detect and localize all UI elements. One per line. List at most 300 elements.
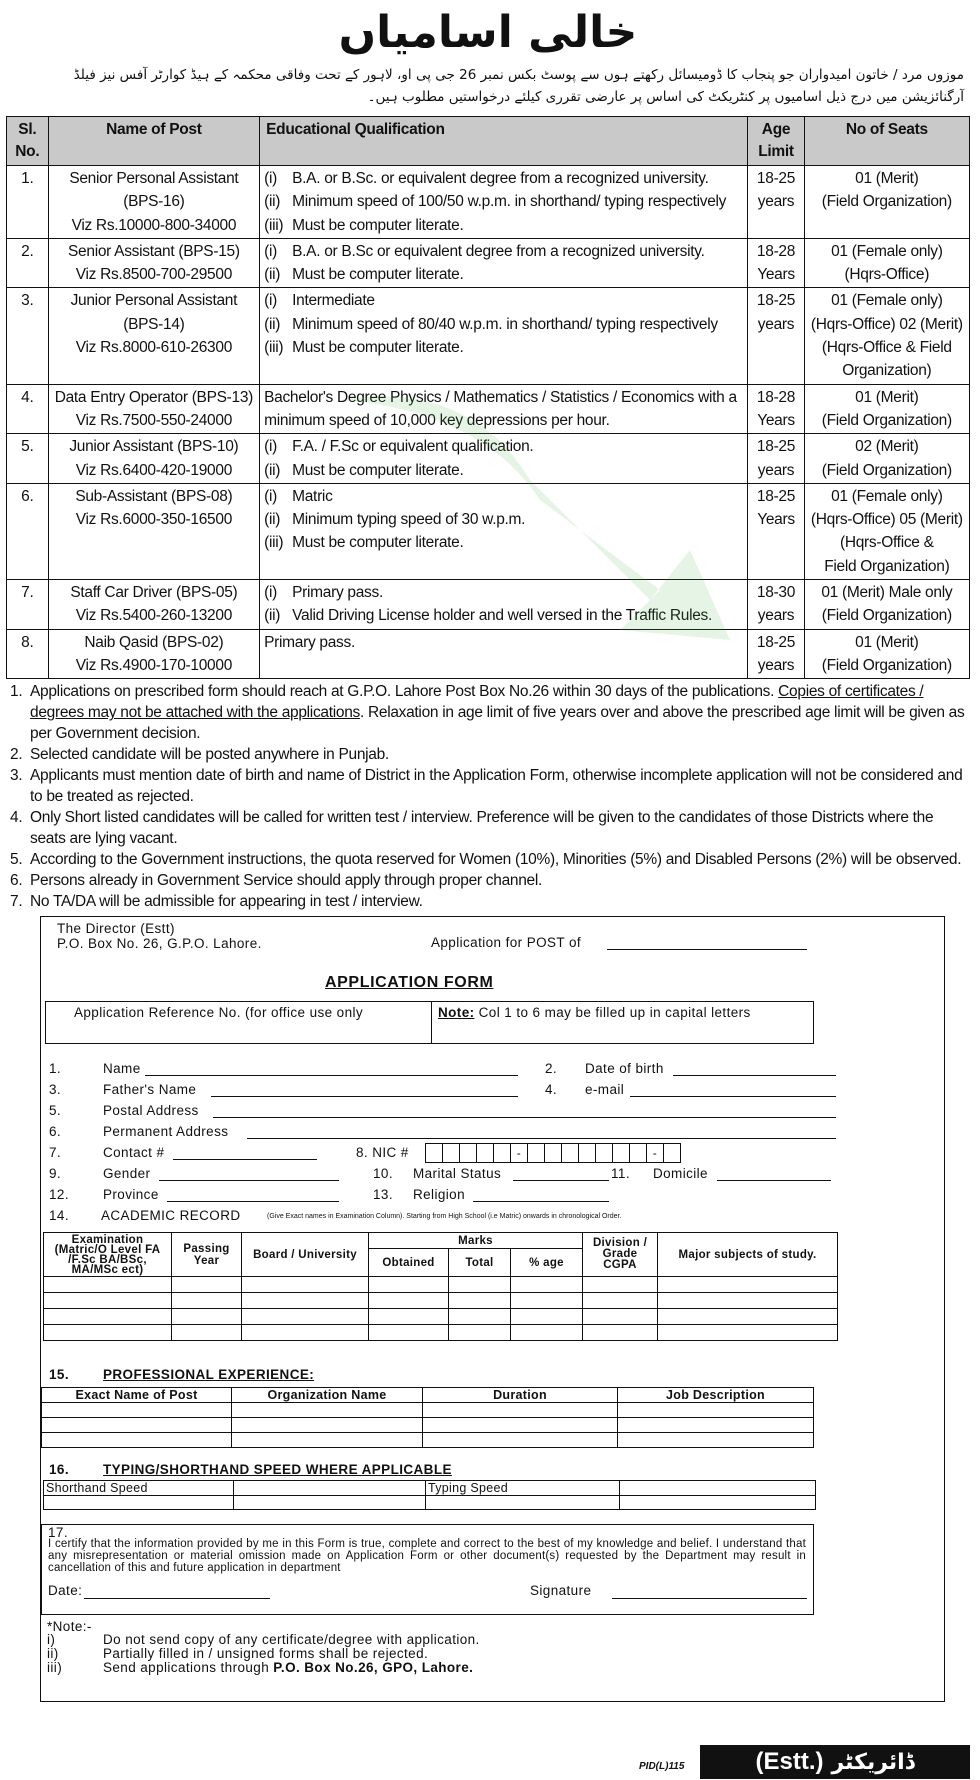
- typing-table: [43, 1480, 816, 1510]
- job-qualification: [260, 384, 748, 434]
- qualification-line: [264, 485, 743, 508]
- field-num: 13.: [373, 1187, 393, 1203]
- qualification-line: [264, 435, 743, 458]
- post-line: Data Entry Operator (BPS-13): [54, 388, 254, 406]
- post-label: Application for POST of: [431, 935, 582, 951]
- father-name-input[interactable]: [211, 1096, 518, 1097]
- note-text-part: Persons already in Government Service should apply through proper channel.: [30, 872, 542, 890]
- seats-line: 02 (Merit): [855, 438, 919, 456]
- job-qualification: [260, 166, 748, 239]
- bottom-note-text: Partially filled in / unsigned forms shall be rejected.: [103, 1646, 429, 1662]
- field-num: 15.: [49, 1367, 69, 1383]
- job-seats: [804, 580, 969, 630]
- religion-label: Religion: [413, 1187, 465, 1203]
- seats-line: 01 (Merit) Male only: [821, 584, 953, 602]
- seats-line: (Hqrs-Office) 02 (Merit): [810, 315, 963, 333]
- qualification-num: (ii): [264, 607, 281, 625]
- job-qualification: [260, 483, 748, 579]
- header-age: Age Limit: [748, 117, 804, 166]
- job-age: [748, 580, 804, 630]
- exp-description-header: Job Description: [618, 1388, 814, 1403]
- qualification-line: [264, 313, 743, 336]
- job-row: [7, 580, 970, 630]
- qualification-text: Minimum typing speed of 30 w.p.m.: [292, 511, 526, 529]
- director-stamp: [700, 1745, 970, 1779]
- job-sl: 5.: [7, 434, 49, 484]
- seats-line: (Field Organization): [821, 461, 952, 479]
- seats-line: (Hqrs-Office): [844, 266, 930, 284]
- job-post: [48, 166, 260, 239]
- seats-line: 01 (Merit): [855, 388, 919, 406]
- age-line: 18-25: [756, 487, 796, 505]
- exp-duration-header: Duration: [423, 1388, 618, 1403]
- job-row: [7, 166, 970, 239]
- field-num: 10.: [373, 1166, 393, 1182]
- field-num: 17.: [48, 1525, 68, 1541]
- age-line: 18-25: [756, 292, 796, 310]
- post-line: Junior Assistant (BPS-10): [69, 438, 239, 456]
- note-text: Col 1 to 6 may be filled up in capital letters: [474, 1005, 751, 1021]
- note-underlined: Copies of certificates / degrees may not be attached with the applications: [30, 683, 924, 722]
- postal-address-input[interactable]: [213, 1117, 836, 1118]
- urdu-title: خالی اسامیاں: [338, 7, 638, 58]
- academic-table: [43, 1232, 838, 1341]
- age-line: years: [757, 193, 795, 211]
- jobs-table: [6, 116, 970, 679]
- address-line: The Director (Estt): [57, 921, 175, 937]
- contact-label: Contact #: [103, 1145, 165, 1161]
- seats-line: Organization): [842, 362, 932, 380]
- post-line: Senior Personal Assistant: [69, 170, 239, 187]
- job-seats: [804, 483, 969, 579]
- seats-line: 01 (Female only): [831, 487, 943, 505]
- qualification-text: Must be computer literate.: [292, 461, 464, 479]
- qualification-line: [264, 214, 743, 237]
- note-text-part: Only Short listed candidates will be called for written test / interview. Preference will be given to the candidates of those Districts where the seats are lying vacant.: [30, 809, 934, 848]
- note-item: [6, 681, 970, 744]
- qualification-num: (ii): [264, 511, 281, 529]
- qualification-line: [264, 508, 743, 531]
- qualification-num: (iii): [264, 534, 284, 552]
- postal-address-label: Postal Address: [103, 1103, 199, 1119]
- pid-code: PID(L)115: [639, 1761, 685, 1772]
- job-qualification: [260, 238, 748, 288]
- capital-note-box: [431, 1001, 814, 1044]
- post-line: Naib Qasid (BPS-02): [84, 633, 224, 651]
- post-line: Viz Rs.8000-610-26300: [75, 339, 233, 357]
- qualification-num: (ii): [264, 266, 281, 284]
- field-num: 11.: [611, 1166, 630, 1182]
- seats-line: (Hqrs-Office &: [839, 534, 934, 552]
- academic-row[interactable]: [44, 1309, 838, 1325]
- qualification-line: [264, 531, 743, 554]
- post-line: Viz Rs.10000-800-34000: [71, 216, 237, 234]
- post-input[interactable]: [607, 949, 807, 950]
- ref-box[interactable]: [45, 1001, 432, 1044]
- seats-line: 01 (Merit): [855, 633, 919, 651]
- note-item: [6, 891, 970, 912]
- note-num: 5.: [10, 851, 23, 869]
- qualification-line: [264, 336, 743, 359]
- qualification-line: [264, 167, 743, 190]
- job-qualification: [260, 580, 748, 630]
- age-line: Years: [757, 511, 795, 529]
- seats-line: (Field Organization): [821, 411, 952, 429]
- gender-label: Gender: [103, 1166, 151, 1182]
- job-sl: 4.: [7, 384, 49, 434]
- age-line: Years: [757, 266, 795, 284]
- qualification-num: (ii): [264, 193, 281, 211]
- job-post: [48, 580, 260, 630]
- field-num: 7.: [49, 1145, 62, 1161]
- note-num: 7.: [10, 893, 23, 911]
- job-sl: 6.: [7, 483, 49, 579]
- form-title: APPLICATION FORM: [325, 974, 494, 992]
- post-line: (BPS-14): [123, 315, 185, 333]
- permanent-address-input[interactable]: [247, 1138, 836, 1139]
- qualification-num: (i): [264, 292, 277, 310]
- job-seats: [804, 629, 969, 679]
- gender-input[interactable]: [159, 1180, 339, 1181]
- qualification-text: Matric: [292, 487, 333, 505]
- note-item: [6, 807, 970, 849]
- note-text: [30, 681, 970, 744]
- experience-row[interactable]: [42, 1403, 814, 1418]
- note-num: 2.: [10, 746, 23, 764]
- address-line: P.O. Box No. 26, G.P.O. Lahore.: [57, 936, 262, 952]
- job-sl: 7.: [7, 580, 49, 630]
- dob-input[interactable]: [673, 1075, 836, 1076]
- qualification-line: [264, 289, 743, 312]
- post-line: Junior Personal Assistant: [70, 292, 238, 310]
- note-num: 3.: [10, 767, 23, 785]
- post-line: Staff Car Driver (BPS-05): [70, 584, 238, 602]
- shorthand-input[interactable]: [234, 1481, 426, 1496]
- experience-row[interactable]: [42, 1433, 814, 1448]
- urdu-intro: موزوں مرد / خاتون امیدواران جو پنجاب کا ڈومیسائل رکھتے ہوں سے پوسٹ بکس نمبر 26 جی پی او، لاہور کے تحت وفاقی محکمہ کے ہیڈ کوارٹر آفس نیز فیلڈ آرگنائزیشن میں درج ذیل اسامیوں پر کنٹریکٹ کی اساس پر عارضی تقرری کیلئے درخواستیں مطلوب ہیں۔: [73, 67, 964, 105]
- note-text-part: According to the Government instructions, the quota reserved for Women (10%), Minorities (5%) and Disabled Persons (2%) will be observed.: [30, 851, 962, 869]
- religion-input[interactable]: [473, 1201, 609, 1202]
- bottom-note-item: [47, 1633, 480, 1647]
- job-post: [48, 629, 260, 679]
- bottom-note-item: [47, 1661, 480, 1675]
- note-text: [30, 870, 970, 891]
- qualification-text: B.A. or B.Sc or equivalent degree from a recognized university.: [292, 242, 705, 260]
- note-label: Note:: [438, 1005, 475, 1021]
- name-label: Name: [103, 1061, 141, 1077]
- qualification-num: (i): [264, 487, 277, 505]
- note-item: [6, 870, 970, 891]
- date-input[interactable]: [84, 1598, 270, 1599]
- academic-row[interactable]: [44, 1293, 838, 1309]
- qualification-num: (i): [264, 584, 277, 602]
- qualification-text: Valid Driving License holder and well versed in the Traffic Rules.: [292, 607, 713, 625]
- acad-obtained-header: Obtained: [369, 1249, 449, 1277]
- seats-line: 01 (Merit): [855, 170, 919, 187]
- father-name-label: Father's Name: [103, 1082, 197, 1098]
- application-form: [40, 916, 945, 1702]
- field-num: 2.: [545, 1061, 558, 1077]
- declaration-text: I certify that the information provided by me in this Form is true, complete and correct to the best of my knowledge and belief. I understand that any misrepresentation or material omission made on Application Form or other document(s) requested by the Department may result in cancellation of this and future application in department: [48, 1538, 806, 1575]
- exp-post-header: Exact Name of Post: [42, 1388, 232, 1403]
- qualification-line: [264, 604, 743, 627]
- exp-org-header: Organization Name: [232, 1388, 423, 1403]
- job-row: [7, 434, 970, 484]
- qualification-text: minimum speed of 10,000 key depressions per hour.: [264, 411, 610, 429]
- note-text: [30, 849, 970, 870]
- post-line: Viz Rs.6400-420-19000: [75, 461, 233, 479]
- age-line: 18-25: [756, 170, 796, 187]
- email-label: e-mail: [585, 1082, 625, 1098]
- seats-line: 01 (Female only): [831, 242, 943, 260]
- bottom-note-num: iii): [47, 1660, 63, 1676]
- header-qualification: Educational Qualification: [260, 117, 748, 166]
- note-text: [30, 765, 970, 807]
- qualification-text: Must be computer literate.: [292, 216, 464, 234]
- field-num: 3.: [49, 1082, 62, 1098]
- qualification-text: Minimum speed of 80/40 w.p.m. in shorthand/ typing respectively: [292, 315, 718, 333]
- estt-label: (Estt.): [755, 1748, 824, 1775]
- job-age: [748, 483, 804, 579]
- note-num: 1.: [10, 683, 23, 701]
- qualification-line: [264, 631, 743, 654]
- qualification-text: Primary pass.: [264, 633, 355, 651]
- experience-row[interactable]: [42, 1418, 814, 1433]
- note-num: 4.: [10, 809, 23, 827]
- seats-line: (Field Organization): [821, 607, 952, 625]
- acad-subjects-header: Major subjects of study.: [658, 1233, 838, 1277]
- academic-row[interactable]: [44, 1325, 838, 1341]
- signature-input[interactable]: [612, 1598, 807, 1599]
- qualification-num: (iii): [264, 339, 284, 357]
- qualification-line: [264, 581, 743, 604]
- note-text-part: Applicants must mention date of birth and name of District in the Application Form, otherwise incomplete application will not be considered and to be treated as rejected.: [30, 767, 963, 806]
- signature-label: Signature: [530, 1583, 592, 1599]
- bottom-note-text: Send applications through: [103, 1660, 274, 1676]
- post-line: Senior Assistant (BPS-15): [68, 242, 240, 260]
- acad-board-header: Board / University: [242, 1233, 369, 1277]
- note-text-part: Selected candidate will be posted anywhere in Punjab.: [30, 746, 389, 764]
- typing-title: TYPING/SHORTHAND SPEED WHERE APPLICABLE: [103, 1462, 452, 1478]
- field-num: 4.: [545, 1082, 558, 1098]
- qualification-text: Must be computer literate.: [292, 266, 464, 284]
- job-sl: 3.: [7, 288, 49, 384]
- job-sl: 1.: [7, 166, 49, 239]
- seats-line: Field Organization): [824, 557, 950, 575]
- field-num: 14.: [49, 1208, 69, 1224]
- seats-line: 01 (Female only): [831, 292, 943, 310]
- job-age: [748, 434, 804, 484]
- acad-division-header: Division / Grade CGPA: [583, 1233, 658, 1277]
- job-age: [748, 288, 804, 384]
- shorthand-label: Shorthand Speed: [44, 1481, 234, 1496]
- qualification-num: (iii): [264, 216, 284, 234]
- qualification-text: Must be computer literate.: [292, 339, 464, 357]
- header-post: Name of Post: [48, 117, 260, 166]
- marital-status-input[interactable]: [513, 1180, 609, 1181]
- experience-table: [41, 1387, 814, 1448]
- qualification-text: Minimum speed of 100/50 w.p.m. in shorthand/ typing respectively: [292, 193, 727, 211]
- name-input[interactable]: [145, 1075, 518, 1076]
- bottom-note-item: [47, 1647, 480, 1661]
- qualification-line: [264, 263, 743, 286]
- post-line: Sub-Assistant (BPS-08): [75, 487, 233, 505]
- permanent-address-label: Permanent Address: [103, 1124, 229, 1140]
- qualification-line: [264, 386, 743, 409]
- job-post: [48, 483, 260, 579]
- age-line: years: [757, 607, 795, 625]
- job-seats: [804, 166, 969, 239]
- note-item: [6, 849, 970, 870]
- job-post: [48, 288, 260, 384]
- post-line: Viz Rs.6000-350-16500: [75, 511, 233, 529]
- age-line: 18-28: [756, 242, 796, 260]
- job-row: [7, 384, 970, 434]
- note-text-part: . Relaxation in age limit of five years over and above the prescribed age limit will be given as per Government decision.: [30, 704, 965, 743]
- qualification-line: [264, 190, 743, 213]
- qualification-line: [264, 240, 743, 263]
- age-line: years: [757, 656, 795, 674]
- province-label: Province: [103, 1187, 159, 1203]
- header-sl: Sl. No.: [7, 117, 49, 166]
- post-line: Viz Rs.5400-260-13200: [75, 607, 233, 625]
- qualification-num: (ii): [264, 315, 281, 333]
- qualification-text: F.A. / F.Sc or equivalent qualification.: [292, 438, 534, 456]
- domicile-label: Domicile: [653, 1166, 708, 1182]
- job-post: [48, 434, 260, 484]
- acad-marks-header: Marks: [369, 1233, 583, 1249]
- typing-label: Typing Speed: [426, 1481, 620, 1496]
- urdu-director-label: ڈائریکٹر: [831, 1749, 915, 1775]
- urdu-banner: [6, 4, 970, 62]
- job-age: [748, 384, 804, 434]
- job-seats: [804, 288, 969, 384]
- nic-label: 8. NIC #: [356, 1145, 409, 1161]
- qualification-num: (i): [264, 170, 277, 187]
- job-seats: [804, 238, 969, 288]
- email-input[interactable]: [630, 1096, 836, 1097]
- qualification-text: Primary pass.: [292, 584, 383, 602]
- age-line: 18-25: [756, 438, 796, 456]
- bottom-note-text: Do not send copy of any certificate/degree with application.: [103, 1632, 480, 1648]
- notes-list: [6, 681, 970, 912]
- academic-note: (Give Exact names in Examination Column). Starting from High School (i.e Matric) onwards in chronological Order.: [267, 1213, 622, 1221]
- post-line: Viz Rs.8500-700-29500: [75, 266, 233, 284]
- qualification-text: B.A. or B.Sc. or equivalent degree from a recognized university.: [292, 170, 709, 187]
- acad-year-header: Passing Year: [172, 1233, 242, 1277]
- seats-line: (Hqrs-Office) 05 (Merit): [810, 511, 963, 529]
- job-age: [748, 238, 804, 288]
- declaration-box: [41, 1524, 814, 1615]
- seats-line: (Hqrs-Office & Field: [821, 339, 952, 357]
- date-label: Date:: [48, 1583, 83, 1599]
- acad-total-header: Total: [449, 1249, 511, 1277]
- job-sl: 2.: [7, 238, 49, 288]
- contact-input[interactable]: [173, 1159, 317, 1160]
- qualification-num: (ii): [264, 461, 281, 479]
- job-qualification: [260, 629, 748, 679]
- job-qualification: [260, 434, 748, 484]
- bottom-note-num: ii): [47, 1646, 59, 1662]
- qualification-num: (i): [264, 242, 277, 260]
- age-line: 18-28: [756, 388, 796, 406]
- field-num: 9.: [49, 1166, 62, 1182]
- job-sl: 8.: [7, 629, 49, 679]
- age-line: 18-25: [756, 633, 796, 651]
- age-line: years: [757, 315, 795, 333]
- note-item: [6, 765, 970, 807]
- bottom-note-title: *Note:-: [47, 1619, 92, 1635]
- typing-input[interactable]: [620, 1481, 816, 1496]
- qualification-text: Bachelor's Degree Physics / Mathematics / Statistics / Economics with a: [264, 388, 737, 406]
- marital-status-label: Marital Status: [413, 1166, 502, 1182]
- form-address: [57, 921, 262, 951]
- job-row: [7, 288, 970, 384]
- field-num: 1.: [49, 1061, 62, 1077]
- note-text: [30, 807, 970, 849]
- acad-exam-header: Examination (Matric/O Level FA /F.Sc BA/BSc, MA/MSc ect): [44, 1233, 172, 1277]
- note-text: [30, 891, 970, 912]
- field-num: 5.: [49, 1103, 62, 1119]
- age-line: 18-30: [756, 584, 796, 602]
- jobs-table-header: [7, 117, 970, 166]
- seats-line: (Field Organization): [821, 193, 952, 211]
- note-text: [30, 744, 970, 765]
- qualification-line: [264, 459, 743, 482]
- post-line: (BPS-16): [123, 193, 185, 211]
- job-post: [48, 384, 260, 434]
- academic-row[interactable]: [44, 1277, 838, 1293]
- post-line: Viz Rs.4900-170-10000: [75, 656, 233, 674]
- job-seats: [804, 434, 969, 484]
- job-row: [7, 629, 970, 679]
- field-num: 16.: [49, 1462, 69, 1478]
- age-line: years: [757, 461, 795, 479]
- nic-input[interactable]: - -: [425, 1143, 680, 1163]
- job-post: [48, 238, 260, 288]
- qualification-num: (i): [264, 438, 277, 456]
- dob-label: Date of birth: [585, 1061, 664, 1077]
- domicile-input[interactable]: [717, 1180, 831, 1181]
- ref-label: Application Reference No. (for office use only: [74, 1005, 364, 1021]
- job-row: [7, 483, 970, 579]
- job-age: [748, 629, 804, 679]
- post-line: Viz Rs.7500-550-24000: [75, 411, 233, 429]
- note-text-part: No TA/DA will be admissible for appearing in test / interview.: [30, 893, 423, 911]
- seats-line: (Field Organization): [821, 656, 952, 674]
- qualification-text: Intermediate: [292, 292, 375, 310]
- field-num: 6.: [49, 1124, 62, 1140]
- academic-record-label: ACADEMIC RECORD: [101, 1208, 241, 1224]
- bottom-note-num: i): [47, 1632, 56, 1648]
- qualification-line: [264, 409, 743, 432]
- job-age: [748, 166, 804, 239]
- age-line: Years: [757, 411, 795, 429]
- field-num: 12.: [49, 1187, 69, 1203]
- job-row: [7, 238, 970, 288]
- bottom-notes: [47, 1633, 480, 1675]
- header-seats: No of Seats: [804, 117, 969, 166]
- experience-title: PROFESSIONAL EXPERIENCE:: [103, 1367, 315, 1383]
- note-item: [6, 744, 970, 765]
- bottom-note-bold: P.O. Box No.26, GPO, Lahore.: [273, 1660, 474, 1676]
- note-num: 6.: [10, 872, 23, 890]
- qualification-text: Must be computer literate.: [292, 534, 464, 552]
- province-input[interactable]: [167, 1201, 339, 1202]
- acad-pct-header: % age: [511, 1249, 583, 1277]
- job-qualification: [260, 288, 748, 384]
- note-text-part: Applications on prescribed form should reach at G.P.O. Lahore Post Box No.26 within 30 days of the publications.: [30, 683, 779, 701]
